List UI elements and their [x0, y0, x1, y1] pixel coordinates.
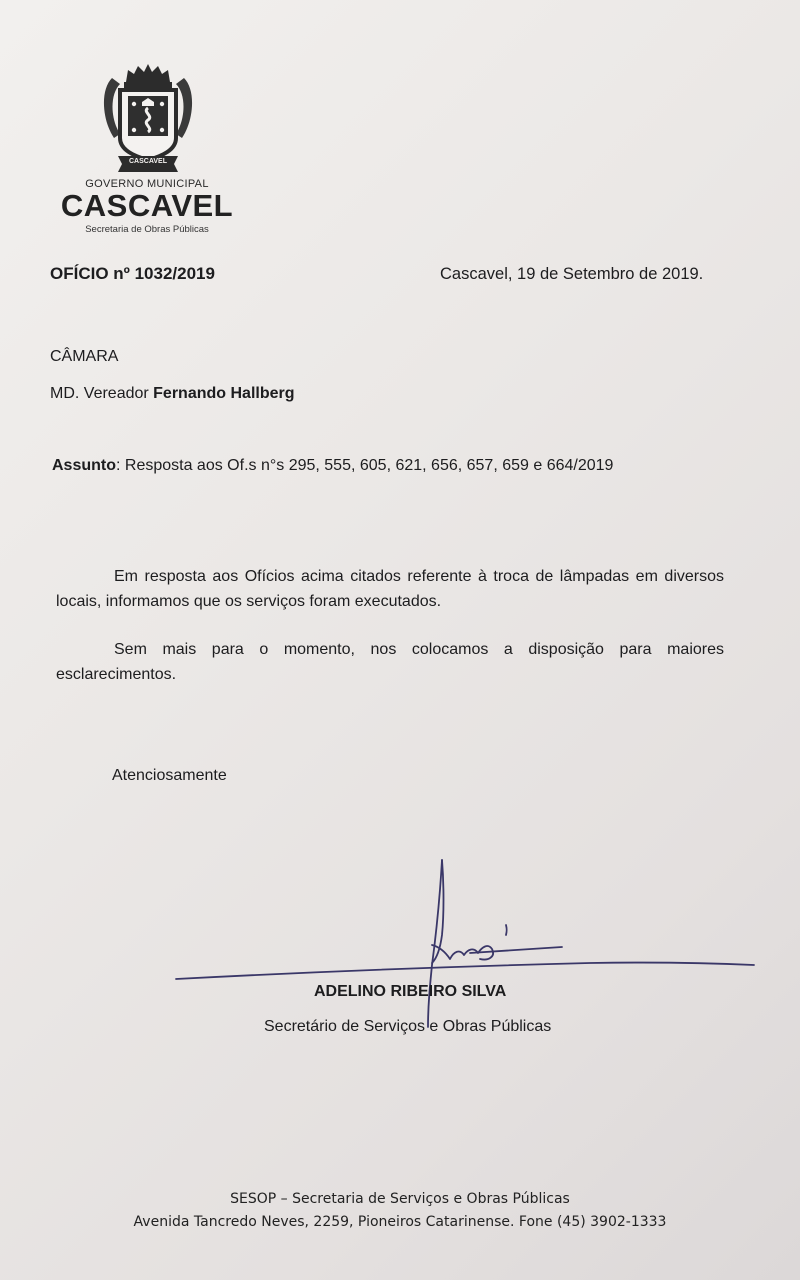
- footer-department: SESOP – Secretaria de Serviços e Obras Públicas: [230, 1191, 570, 1207]
- document-reference: OFÍCIO nº 1032/2019: [50, 264, 215, 283]
- recipient-institution: CÂMARA: [50, 348, 119, 365]
- city-name: CASCAVEL: [60, 188, 234, 223]
- body-paragraph-1: Em resposta aos Ofícios acima citados referente à troca de lâmpadas em diversos locais, informamos que os serviços foram executados.: [56, 568, 724, 610]
- government-label: GOVERNO MUNICIPAL: [85, 178, 209, 190]
- recipient-name: Fernando Hallberg: [153, 385, 295, 402]
- coat-of-arms-icon: [98, 60, 198, 178]
- closing: Atenciosamente: [112, 767, 227, 784]
- department-name: Secretaria de Obras Públicas: [85, 224, 209, 235]
- crest-banner-text: CASCAVEL: [129, 158, 167, 165]
- subject-label: Assunto: [52, 457, 116, 474]
- handwritten-signature: [170, 855, 770, 1035]
- footer-address: Avenida Tancredo Neves, 2259, Pioneiros Catarinense. Fone (45) 3902-1333: [133, 1214, 667, 1230]
- recipient-title: MD. Vereador: [50, 385, 154, 402]
- signatory-name: ADELINO RIBEIRO SILVA: [314, 983, 507, 1000]
- subject-text: : Resposta aos Of.s n°s 295, 555, 605, 621, 656, 657, 659 e 664/2019: [116, 457, 614, 474]
- signatory-title: Secretário de Serviços e Obras Públicas: [264, 1018, 552, 1035]
- recipient-line: [50, 385, 295, 403]
- body-paragraph-2: Sem mais para o momento, nos colocamos a disposição para maiores esclarecimentos.: [56, 641, 724, 683]
- subject-line: [52, 457, 613, 475]
- place-date: Cascavel, 19 de Setembro de 2019.: [440, 265, 704, 283]
